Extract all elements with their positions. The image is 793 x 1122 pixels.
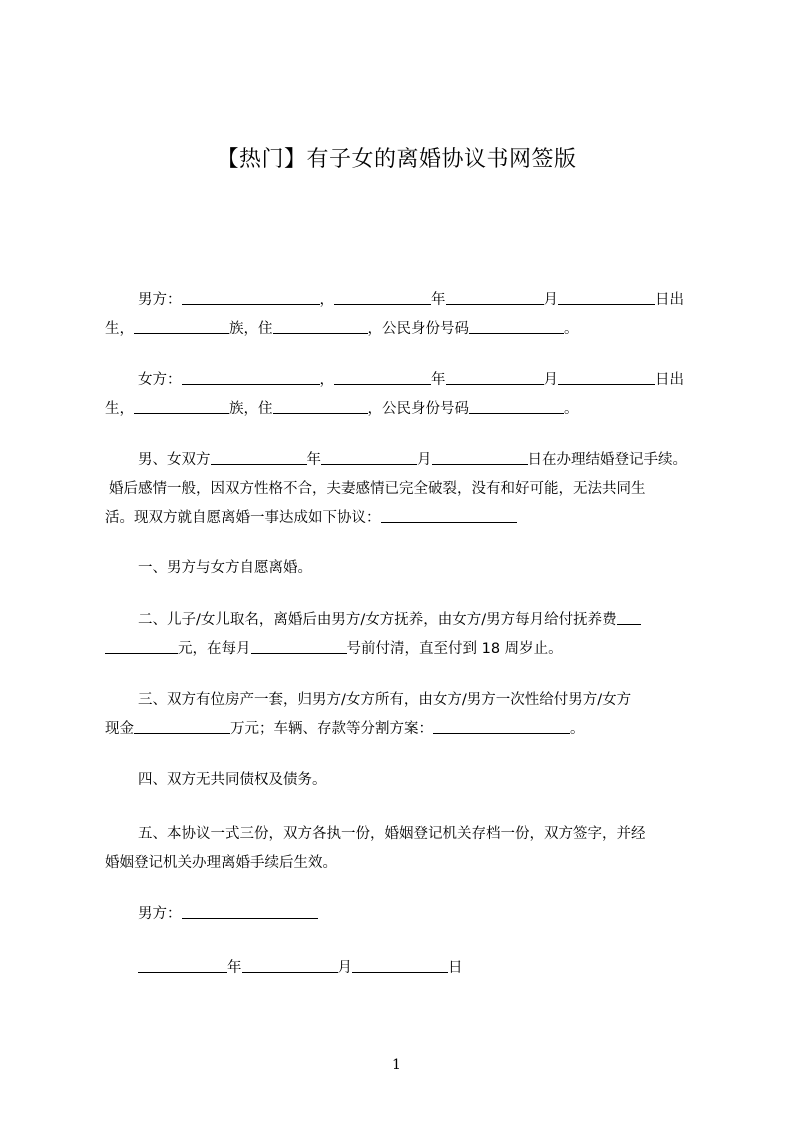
male-line-2: 生， 族，住 ，公民身份号码 。 [105,321,579,337]
blank-division-plan[interactable] [433,732,570,734]
female-line-1: 女方： ， 年 月 日出 [138,372,684,388]
blank-female-id-number[interactable] [469,412,564,414]
blank-female-address[interactable] [273,412,368,414]
signature-line [105,900,705,929]
clause-2-line-2: 元，在每月 号前付清，直至付到 18 周岁止。 [105,635,705,664]
clause-3-line-2: 现金 万元；车辆、存款等分割方案： 。 [105,721,585,737]
blank-cash-amount[interactable] [134,732,230,734]
label-female: 女方： [138,372,182,388]
blank-marriage-year[interactable] [211,463,307,465]
intro-line-2: 婚后感情一般，因双方性格不合，夫妻感情已完全破裂，没有和好可能，无法共同生 [109,481,646,497]
clause-3-line-1: 三、双方有位房产一套，归男方/女方所有，由女方/男方一次性给付男方/女方 [138,692,632,708]
label-signature-male: 男方： [138,906,182,922]
signature-section [105,900,705,929]
clause-5 [105,820,705,878]
clause-3 [105,686,705,744]
clause-1: 一、男方与女方自愿离婚。 [138,560,312,576]
blank-sign-month[interactable] [242,971,338,973]
blank-marriage-day[interactable] [432,463,528,465]
blank-sign-day[interactable] [352,971,448,973]
blank-male-ethnicity[interactable] [134,332,229,334]
clause-5-line-1: 五、本协议一式三份，双方各执一份，婚姻登记机关存档一份，双方签字，并经 [138,826,646,842]
blank-male-id-number[interactable] [469,332,564,334]
blank-male-birth-day[interactable] [558,303,655,305]
blank-male-address[interactable] [273,332,368,334]
blank-child-support-amount[interactable] [105,652,178,654]
blank-payment-day[interactable] [251,652,347,654]
blank-male-name[interactable] [182,303,320,305]
female-party-section [105,366,705,424]
clause-2-line-1: 二、儿子/女儿取名，离婚后由男方/女方抚养，由女方/男方每月给付抚养费 [105,606,705,635]
signature-date: 年 月 日 [105,954,705,983]
blank-male-birth-month[interactable] [446,303,544,305]
intro-line-3: 活。现双方就自愿离婚一事达成如下协议： [105,504,705,533]
clause-5-line-2: 婚姻登记机关办理离婚手续后生效。 [105,855,337,871]
male-party-section [105,286,705,344]
intro-line-1: 男、女双方 年 月 日在办理结婚登记手续。 [138,452,687,468]
clause-2 [105,606,705,664]
blank-female-birth-month[interactable] [446,383,544,385]
clause-4: 四、双方无共同债权及债务。 [138,772,327,788]
blank-male-signature[interactable] [182,917,318,919]
blank-female-birth-year[interactable] [334,383,431,385]
male-line-1: 男方： ， 年 月 日出 [138,292,684,308]
blank-female-ethnicity[interactable] [134,412,229,414]
page-number: 1 [392,1057,401,1073]
blank-sign-year[interactable] [138,971,227,973]
blank-child-support-part1[interactable] [617,623,641,625]
label-male: 男方： [138,292,182,308]
blank-female-name[interactable] [182,383,320,385]
female-line-2: 生， 族，住 ，公民身份号码 。 [105,401,579,417]
blank-male-birth-year[interactable] [334,303,431,305]
document-title: 【热门】有子女的离婚协议书网签版 [216,147,577,172]
blank-agreement-terms[interactable] [381,521,517,523]
intro-paragraph [105,446,705,533]
blank-female-birth-day[interactable] [558,383,655,385]
blank-marriage-month[interactable] [321,463,417,465]
